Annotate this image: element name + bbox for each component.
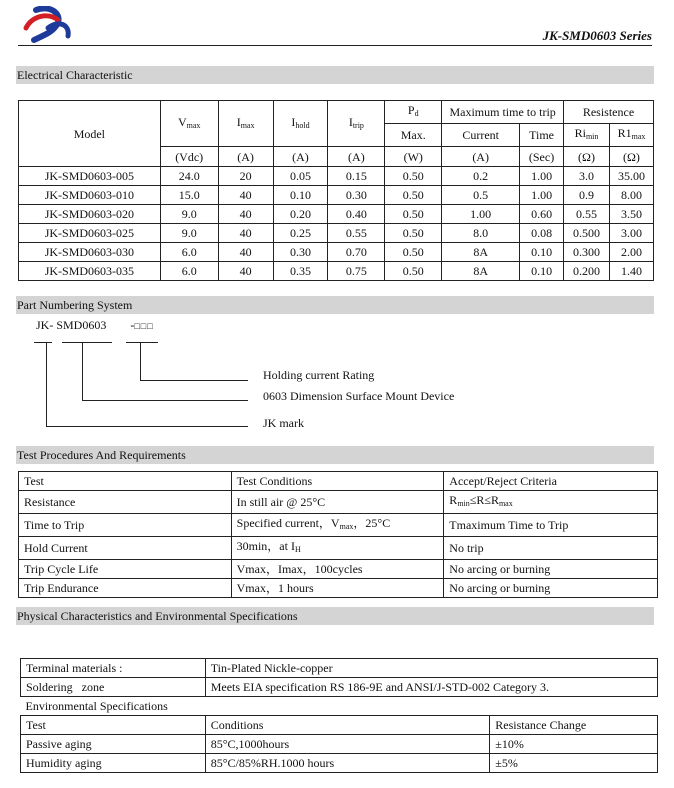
current-unit: (A) bbox=[442, 147, 520, 167]
max-time-header: Maximum time to trip bbox=[442, 101, 564, 124]
label-holding-current: Holding current Rating bbox=[263, 368, 375, 382]
cell-time: 1.00 bbox=[520, 167, 564, 186]
vmax-header: $V_{max}$ bbox=[160, 101, 218, 147]
env-test: Passive aging bbox=[21, 735, 206, 754]
proc-criteria: No arcing or burning bbox=[444, 579, 658, 598]
env-test: Humidity aging bbox=[21, 754, 206, 773]
physical-table bbox=[20, 658, 658, 773]
segment-underline-rating bbox=[126, 342, 158, 343]
header-rule bbox=[18, 45, 652, 46]
imax-unit: (A) bbox=[218, 147, 273, 167]
cell-pd: 0.50 bbox=[385, 205, 442, 224]
cell-ihold: 0.10 bbox=[273, 186, 328, 205]
part-code: JK- SMD0603 -□□□ bbox=[36, 318, 154, 332]
pd-header: $P_d$ bbox=[385, 101, 442, 124]
cell-itrip: 0.15 bbox=[328, 167, 385, 186]
segment-underline-jk bbox=[34, 342, 52, 343]
leader-jk-v bbox=[46, 342, 47, 426]
rimin-header: $Ri_{min}$ bbox=[564, 124, 610, 147]
cell-pd: 0.50 bbox=[385, 167, 442, 186]
proc-test: Hold Current bbox=[19, 537, 232, 560]
table-row bbox=[19, 205, 654, 224]
time-unit: (Sec) bbox=[520, 147, 564, 167]
proc-test: Trip Cycle Life bbox=[19, 560, 232, 579]
cell-current: 1.00 bbox=[442, 205, 520, 224]
pd-unit: (W) bbox=[385, 147, 442, 167]
cell-imax: 20 bbox=[218, 167, 273, 186]
cell-pd: 0.50 bbox=[385, 243, 442, 262]
proc-criteria: $R_{min}\le R\le R_{max}$ bbox=[444, 491, 658, 514]
resistance-header: Resistence bbox=[564, 101, 654, 124]
cell-ihold: 0.05 bbox=[273, 167, 328, 186]
cell-imax: 40 bbox=[218, 243, 273, 262]
cell-vmax: 6.0 bbox=[160, 262, 218, 281]
cell-model: JK-SMD0603-025 bbox=[19, 224, 161, 243]
phys-value: Meets EIA specification RS 186-9E and ANSI/J-STD-002 Category 3. bbox=[205, 678, 657, 697]
cell-current: 0.5 bbox=[442, 186, 520, 205]
proc-conditions: 30min，at $I_H$ bbox=[231, 537, 444, 560]
proc-header-criteria: Accept/Reject Criteria bbox=[444, 472, 658, 491]
cell-current: 0.2 bbox=[442, 167, 520, 186]
cell-model: JK-SMD0603-035 bbox=[19, 262, 161, 281]
procedures-table bbox=[18, 471, 658, 598]
r1max-unit: (Ω) bbox=[609, 147, 653, 167]
cell-itrip: 0.30 bbox=[328, 186, 385, 205]
cell-rimin: 3.0 bbox=[564, 167, 610, 186]
cell-r1max: 1.40 bbox=[609, 262, 653, 281]
cell-model: JK-SMD0603-005 bbox=[19, 167, 161, 186]
proc-conditions: Vmax，1 hours bbox=[231, 579, 444, 598]
table-row bbox=[19, 243, 654, 262]
section-bar-part-numbering: Part Numbering System bbox=[16, 296, 654, 314]
phys-label: Soldering zone bbox=[21, 678, 206, 697]
cell-pd: 0.50 bbox=[385, 224, 442, 243]
table-row bbox=[19, 186, 654, 205]
cell-imax: 40 bbox=[218, 262, 273, 281]
section-bar-test-procedures: Test Procedures And Requirements bbox=[16, 446, 654, 464]
env-conditions: 85°C,1000hours bbox=[205, 735, 490, 754]
cell-r1max: 8.00 bbox=[609, 186, 653, 205]
section-bar-physical: Physical Characteristics and Environmental Specifications bbox=[16, 607, 654, 625]
cell-imax: 40 bbox=[218, 186, 273, 205]
section-bar-electrical: Electrical Characteristic bbox=[16, 66, 654, 84]
company-logo bbox=[18, 6, 76, 46]
imax-header: $I_{max}$ bbox=[218, 101, 273, 147]
cell-r1max: 3.00 bbox=[609, 224, 653, 243]
cell-imax: 40 bbox=[218, 224, 273, 243]
label-jk-mark: JK mark bbox=[263, 416, 304, 430]
phys-value: Tin-Plated Nickle-copper bbox=[205, 659, 657, 678]
cell-rimin: 0.500 bbox=[564, 224, 610, 243]
cell-itrip: 0.55 bbox=[328, 224, 385, 243]
rimin-unit: (Ω) bbox=[564, 147, 610, 167]
vmax-unit: (Vdc) bbox=[160, 147, 218, 167]
cell-time: 0.10 bbox=[520, 243, 564, 262]
proc-test: Trip Endurance bbox=[19, 579, 232, 598]
table-row bbox=[19, 224, 654, 243]
cell-itrip: 0.75 bbox=[328, 262, 385, 281]
leader-size-v bbox=[82, 342, 83, 400]
cell-model: JK-SMD0603-010 bbox=[19, 186, 161, 205]
env-header-test: Test bbox=[21, 716, 206, 735]
cell-current: 8A bbox=[442, 243, 520, 262]
cell-vmax: 24.0 bbox=[160, 167, 218, 186]
table-row bbox=[19, 262, 654, 281]
cell-model: JK-SMD0603-020 bbox=[19, 205, 161, 224]
cell-pd: 0.50 bbox=[385, 186, 442, 205]
leader-rating-h bbox=[140, 380, 248, 381]
proc-conditions: Specified current，$V_{max}$，25°C bbox=[231, 514, 444, 537]
proc-criteria: No trip bbox=[444, 537, 658, 560]
time-header: Time bbox=[520, 124, 564, 147]
proc-header-conditions: Test Conditions bbox=[231, 472, 444, 491]
label-dimension: 0603 Dimension Surface Mount Device bbox=[263, 389, 455, 403]
leader-size-h bbox=[82, 400, 248, 401]
cell-rimin: 0.200 bbox=[564, 262, 610, 281]
leader-jk-h bbox=[46, 426, 248, 427]
model-header: Model bbox=[19, 101, 161, 167]
segment-underline-size bbox=[62, 342, 112, 343]
cell-ihold: 0.25 bbox=[273, 224, 328, 243]
proc-conditions: In still air @ 25°C bbox=[231, 491, 444, 514]
cell-r1max: 3.50 bbox=[609, 205, 653, 224]
proc-criteria: No arcing or burning bbox=[444, 560, 658, 579]
env-header-conditions: Conditions bbox=[205, 716, 490, 735]
cell-rimin: 0.300 bbox=[564, 243, 610, 262]
env-header-change: Resistance Change bbox=[490, 716, 658, 735]
cell-rimin: 0.9 bbox=[564, 186, 610, 205]
cell-imax: 40 bbox=[218, 205, 273, 224]
cell-vmax: 9.0 bbox=[160, 224, 218, 243]
itrip-unit: (A) bbox=[328, 147, 385, 167]
cell-model: JK-SMD0603-030 bbox=[19, 243, 161, 262]
cell-time: 0.08 bbox=[520, 224, 564, 243]
itrip-header: $I_{trip}$ bbox=[328, 101, 385, 147]
cell-ihold: 0.30 bbox=[273, 243, 328, 262]
env-spec-title: Environmental Specifications bbox=[21, 697, 658, 716]
cell-vmax: 9.0 bbox=[160, 205, 218, 224]
cell-ihold: 0.35 bbox=[273, 262, 328, 281]
table-row bbox=[19, 167, 654, 186]
cell-time: 0.60 bbox=[520, 205, 564, 224]
cell-vmax: 6.0 bbox=[160, 243, 218, 262]
env-change: ±10% bbox=[490, 735, 658, 754]
proc-criteria: Tmaximum Time to Trip bbox=[444, 514, 658, 537]
leader-rating-v bbox=[140, 342, 141, 380]
ihold-unit: (A) bbox=[273, 147, 328, 167]
series-title: JK-SMD0603 Series bbox=[542, 28, 652, 43]
cell-r1max: 35.00 bbox=[609, 167, 653, 186]
current-header: Current bbox=[442, 124, 520, 147]
proc-test: Resistance bbox=[19, 491, 232, 514]
phys-label: Terminal materials : bbox=[21, 659, 206, 678]
cell-vmax: 15.0 bbox=[160, 186, 218, 205]
pd-max-label: Max. bbox=[385, 124, 442, 147]
proc-test: Time to Trip bbox=[19, 514, 232, 537]
cell-current: 8.0 bbox=[442, 224, 520, 243]
cell-current: 8A bbox=[442, 262, 520, 281]
proc-conditions: Vmax，Imax，100cycles bbox=[231, 560, 444, 579]
cell-itrip: 0.40 bbox=[328, 205, 385, 224]
cell-r1max: 2.00 bbox=[609, 243, 653, 262]
cell-itrip: 0.70 bbox=[328, 243, 385, 262]
cell-ihold: 0.20 bbox=[273, 205, 328, 224]
r1max-header: $R1_{max}$ bbox=[609, 124, 653, 147]
ihold-header: $I_{hold}$ bbox=[273, 101, 328, 147]
env-change: ±5% bbox=[490, 754, 658, 773]
cell-time: 1.00 bbox=[520, 186, 564, 205]
env-conditions: 85°C/85%RH.1000 hours bbox=[205, 754, 490, 773]
cell-rimin: 0.55 bbox=[564, 205, 610, 224]
cell-pd: 0.50 bbox=[385, 262, 442, 281]
cell-time: 0.10 bbox=[520, 262, 564, 281]
proc-header-test: Test bbox=[19, 472, 232, 491]
electrical-table bbox=[18, 100, 654, 281]
